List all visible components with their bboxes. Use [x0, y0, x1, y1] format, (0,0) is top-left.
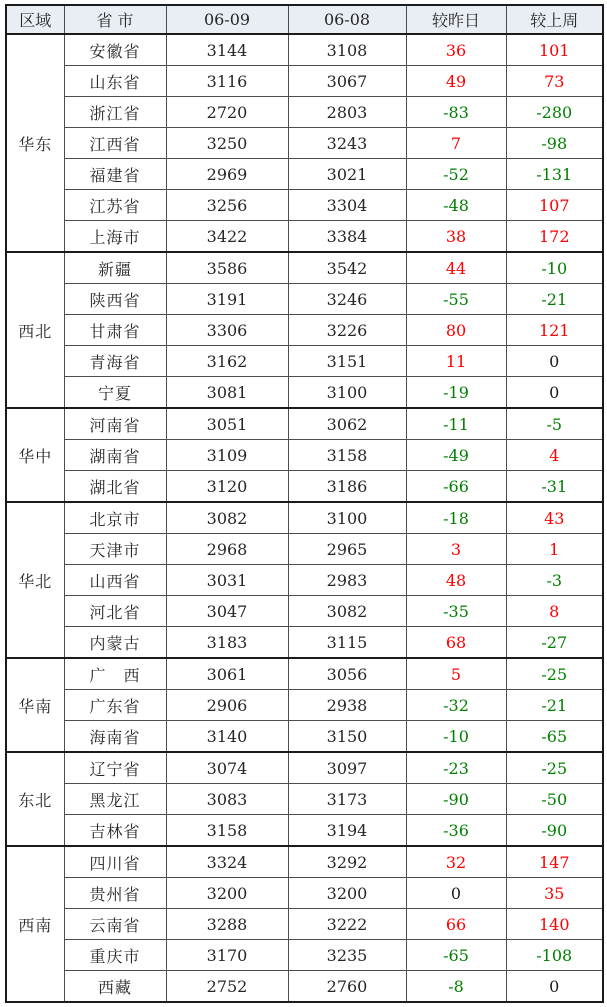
price-0608-cell: 3243 [288, 128, 406, 159]
delta-lastweek-cell: 43 [506, 502, 603, 534]
province-cell: 辽宁省 [64, 752, 166, 784]
province-price-table [5, 4, 604, 1003]
price-0608-cell: 3082 [288, 596, 406, 627]
table-row [6, 658, 603, 690]
table-row [6, 971, 603, 1003]
delta-lastweek-cell: -25 [506, 658, 603, 690]
price-0609-cell: 3256 [166, 190, 288, 221]
delta-yesterday-cell: 49 [406, 66, 506, 97]
table-row [6, 721, 603, 753]
price-0608-cell: 3100 [288, 502, 406, 534]
price-0609-cell: 2720 [166, 97, 288, 128]
price-0608-cell: 2938 [288, 690, 406, 721]
delta-lastweek-cell: -108 [506, 940, 603, 971]
table-header [6, 5, 603, 34]
delta-lastweek-cell: 73 [506, 66, 603, 97]
price-0609-cell: 3081 [166, 377, 288, 409]
table-row [6, 377, 603, 409]
delta-lastweek-cell: 101 [506, 34, 603, 66]
price-0608-cell: 3100 [288, 377, 406, 409]
delta-yesterday-cell: 5 [406, 658, 506, 690]
province-cell: 内蒙古 [64, 627, 166, 659]
delta-lastweek-cell: -31 [506, 471, 603, 503]
province-cell: 陕西省 [64, 284, 166, 315]
price-0609-cell: 3083 [166, 784, 288, 815]
price-0609-cell: 3120 [166, 471, 288, 503]
delta-lastweek-cell: -65 [506, 721, 603, 753]
delta-lastweek-cell: 0 [506, 971, 603, 1003]
header-province: 省 市 [64, 5, 166, 34]
price-0608-cell: 3067 [288, 66, 406, 97]
header-region: 区域 [6, 5, 64, 34]
price-0609-cell: 3324 [166, 846, 288, 878]
price-0608-cell: 3384 [288, 221, 406, 253]
delta-lastweek-cell: -50 [506, 784, 603, 815]
province-cell: 天津市 [64, 534, 166, 565]
delta-yesterday-cell: -10 [406, 721, 506, 753]
table-row [6, 66, 603, 97]
delta-lastweek-cell: -10 [506, 252, 603, 284]
delta-lastweek-cell: -5 [506, 408, 603, 440]
price-0608-cell: 2760 [288, 971, 406, 1003]
table-row [6, 565, 603, 596]
province-cell: 福建省 [64, 159, 166, 190]
price-0609-cell: 3061 [166, 658, 288, 690]
province-cell: 青海省 [64, 346, 166, 377]
table-row [6, 502, 603, 534]
price-0608-cell: 3226 [288, 315, 406, 346]
price-0609-cell: 2752 [166, 971, 288, 1003]
province-cell: 浙江省 [64, 97, 166, 128]
delta-lastweek-cell: 1 [506, 534, 603, 565]
price-0609-cell: 3144 [166, 34, 288, 66]
price-0608-cell: 3097 [288, 752, 406, 784]
price-0609-cell: 2968 [166, 534, 288, 565]
price-0608-cell: 3235 [288, 940, 406, 971]
price-0609-cell: 3047 [166, 596, 288, 627]
delta-yesterday-cell: 3 [406, 534, 506, 565]
header-vs-yesterday: 较昨日 [406, 5, 506, 34]
delta-yesterday-cell: 0 [406, 878, 506, 909]
delta-yesterday-cell: -49 [406, 440, 506, 471]
delta-yesterday-cell: 66 [406, 909, 506, 940]
delta-yesterday-cell: -8 [406, 971, 506, 1003]
price-0609-cell: 2906 [166, 690, 288, 721]
delta-yesterday-cell: 48 [406, 565, 506, 596]
price-0609-cell: 3031 [166, 565, 288, 596]
delta-yesterday-cell: 68 [406, 627, 506, 659]
price-0609-cell: 3250 [166, 128, 288, 159]
delta-lastweek-cell: 147 [506, 846, 603, 878]
delta-yesterday-cell: -19 [406, 377, 506, 409]
table-row [6, 878, 603, 909]
table-row [6, 534, 603, 565]
price-0609-cell: 3116 [166, 66, 288, 97]
delta-lastweek-cell: -90 [506, 815, 603, 847]
province-cell: 江西省 [64, 128, 166, 159]
region-label: 华东 [6, 34, 64, 252]
delta-yesterday-cell: -36 [406, 815, 506, 847]
table-row [6, 252, 603, 284]
table-row [6, 471, 603, 503]
delta-lastweek-cell: 121 [506, 315, 603, 346]
province-cell: 吉林省 [64, 815, 166, 847]
table-row [6, 284, 603, 315]
province-cell: 安徽省 [64, 34, 166, 66]
province-cell: 海南省 [64, 721, 166, 753]
delta-yesterday-cell: -23 [406, 752, 506, 784]
delta-yesterday-cell: 38 [406, 221, 506, 253]
price-0609-cell: 3051 [166, 408, 288, 440]
price-0608-cell: 3222 [288, 909, 406, 940]
province-cell: 山西省 [64, 565, 166, 596]
province-cell: 山东省 [64, 66, 166, 97]
delta-lastweek-cell: -98 [506, 128, 603, 159]
table-row [6, 190, 603, 221]
price-0609-cell: 3162 [166, 346, 288, 377]
price-0608-cell: 3292 [288, 846, 406, 878]
table-row [6, 815, 603, 847]
price-0609-cell: 3082 [166, 502, 288, 534]
table-row [6, 596, 603, 627]
delta-lastweek-cell: -25 [506, 752, 603, 784]
header-vs-lastweek: 较上周 [506, 5, 603, 34]
province-cell: 甘肃省 [64, 315, 166, 346]
province-cell: 湖北省 [64, 471, 166, 503]
price-0609-cell: 3288 [166, 909, 288, 940]
price-0608-cell: 3151 [288, 346, 406, 377]
price-0608-cell: 3150 [288, 721, 406, 753]
table-row [6, 440, 603, 471]
price-0608-cell: 3062 [288, 408, 406, 440]
delta-yesterday-cell: -35 [406, 596, 506, 627]
delta-lastweek-cell: 0 [506, 377, 603, 409]
price-0608-cell: 3186 [288, 471, 406, 503]
delta-lastweek-cell: 172 [506, 221, 603, 253]
delta-lastweek-cell: -27 [506, 627, 603, 659]
delta-lastweek-cell: 8 [506, 596, 603, 627]
delta-lastweek-cell: 35 [506, 878, 603, 909]
header-date-0609: 06-09 [166, 5, 288, 34]
price-0608-cell: 3173 [288, 784, 406, 815]
price-0608-cell: 3158 [288, 440, 406, 471]
delta-yesterday-cell: -66 [406, 471, 506, 503]
province-cell: 河北省 [64, 596, 166, 627]
delta-yesterday-cell: -48 [406, 190, 506, 221]
province-cell: 江苏省 [64, 190, 166, 221]
province-cell: 贵州省 [64, 878, 166, 909]
delta-lastweek-cell: -280 [506, 97, 603, 128]
region-label: 东北 [6, 752, 64, 846]
province-cell: 上海市 [64, 221, 166, 253]
table-row [6, 752, 603, 784]
province-cell: 湖南省 [64, 440, 166, 471]
delta-yesterday-cell: -11 [406, 408, 506, 440]
price-0608-cell: 3108 [288, 34, 406, 66]
delta-yesterday-cell: 11 [406, 346, 506, 377]
price-0608-cell: 3304 [288, 190, 406, 221]
price-0608-cell: 3542 [288, 252, 406, 284]
delta-yesterday-cell: 80 [406, 315, 506, 346]
delta-lastweek-cell: -131 [506, 159, 603, 190]
price-0608-cell: 2965 [288, 534, 406, 565]
region-label: 华南 [6, 658, 64, 752]
region-label: 华北 [6, 502, 64, 658]
price-0609-cell: 3109 [166, 440, 288, 471]
region-label: 西南 [6, 846, 64, 1002]
table-row [6, 846, 603, 878]
table-body [6, 34, 603, 1002]
delta-lastweek-cell: -3 [506, 565, 603, 596]
province-cell: 新疆 [64, 252, 166, 284]
table-row [6, 408, 603, 440]
delta-yesterday-cell: 44 [406, 252, 506, 284]
table-row [6, 909, 603, 940]
table-row [6, 940, 603, 971]
region-label: 西北 [6, 252, 64, 408]
delta-lastweek-cell: 140 [506, 909, 603, 940]
price-0609-cell: 3140 [166, 721, 288, 753]
province-cell: 广东省 [64, 690, 166, 721]
table-row [6, 315, 603, 346]
table-row [6, 346, 603, 377]
province-cell: 重庆市 [64, 940, 166, 971]
price-0609-cell: 3074 [166, 752, 288, 784]
delta-lastweek-cell: -21 [506, 284, 603, 315]
province-cell: 广 西 [64, 658, 166, 690]
delta-yesterday-cell: -18 [406, 502, 506, 534]
table-row [6, 34, 603, 66]
delta-yesterday-cell: -32 [406, 690, 506, 721]
table-row [6, 159, 603, 190]
price-0608-cell: 2803 [288, 97, 406, 128]
price-0608-cell: 3194 [288, 815, 406, 847]
province-cell: 北京市 [64, 502, 166, 534]
price-0608-cell: 3021 [288, 159, 406, 190]
delta-yesterday-cell: -52 [406, 159, 506, 190]
table-row [6, 128, 603, 159]
price-0609-cell: 3200 [166, 878, 288, 909]
price-0608-cell: 3200 [288, 878, 406, 909]
price-0609-cell: 3422 [166, 221, 288, 253]
price-0608-cell: 3246 [288, 284, 406, 315]
province-cell: 河南省 [64, 408, 166, 440]
delta-yesterday-cell: -90 [406, 784, 506, 815]
price-0609-cell: 3183 [166, 627, 288, 659]
price-0609-cell: 3158 [166, 815, 288, 847]
price-0609-cell: 3306 [166, 315, 288, 346]
delta-yesterday-cell: -55 [406, 284, 506, 315]
province-cell: 黑龙江 [64, 784, 166, 815]
table-row [6, 784, 603, 815]
province-cell: 云南省 [64, 909, 166, 940]
table-row [6, 627, 603, 659]
province-cell: 宁夏 [64, 377, 166, 409]
price-0608-cell: 3056 [288, 658, 406, 690]
delta-lastweek-cell: 107 [506, 190, 603, 221]
header-row [6, 5, 603, 34]
delta-yesterday-cell: 36 [406, 34, 506, 66]
price-0608-cell: 3115 [288, 627, 406, 659]
region-label: 华中 [6, 408, 64, 502]
header-date-0608: 06-08 [288, 5, 406, 34]
price-0609-cell: 3586 [166, 252, 288, 284]
price-0608-cell: 2983 [288, 565, 406, 596]
price-0609-cell: 3191 [166, 284, 288, 315]
delta-yesterday-cell: -65 [406, 940, 506, 971]
delta-lastweek-cell: 4 [506, 440, 603, 471]
table-row [6, 221, 603, 253]
price-0609-cell: 2969 [166, 159, 288, 190]
table-row [6, 97, 603, 128]
delta-yesterday-cell: 32 [406, 846, 506, 878]
delta-yesterday-cell: -83 [406, 97, 506, 128]
table-row [6, 690, 603, 721]
price-0609-cell: 3170 [166, 940, 288, 971]
delta-yesterday-cell: 7 [406, 128, 506, 159]
delta-lastweek-cell: 0 [506, 346, 603, 377]
province-cell: 西藏 [64, 971, 166, 1003]
province-cell: 四川省 [64, 846, 166, 878]
delta-lastweek-cell: -21 [506, 690, 603, 721]
